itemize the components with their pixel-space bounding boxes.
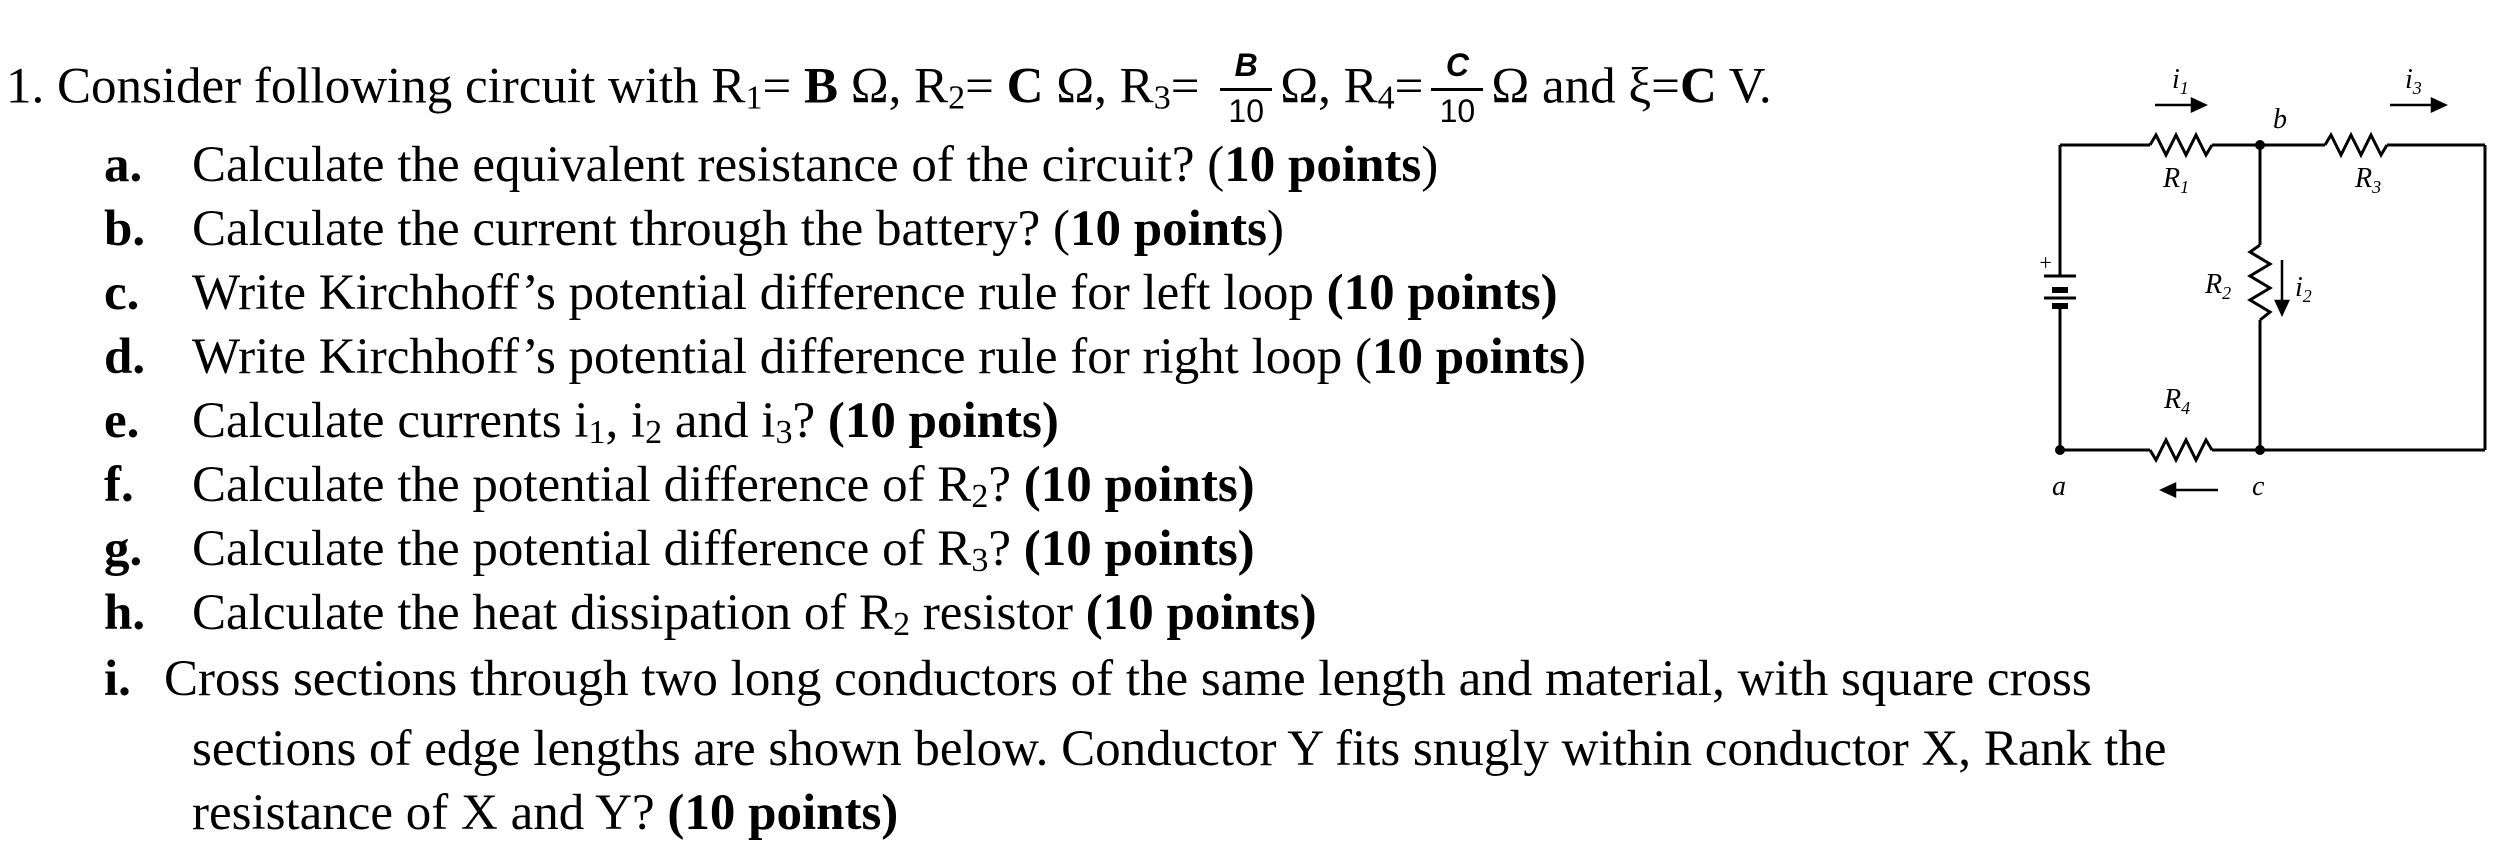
battery	[2044, 276, 2076, 306]
label-i3: $i_3$	[2405, 64, 2422, 98]
label-r1: $R_1$	[2163, 163, 2190, 197]
item-b: b. Calculate the current through the battery? (10 points)	[104, 201, 1284, 257]
circuit-wires	[2060, 135, 2485, 460]
item-i-line2: sections of edge lengths are shown below. Conductor Y fits snugly within conductor X, Rank the	[192, 721, 2167, 777]
r3-fraction: $\frac{B}{10}$	[1216, 47, 1276, 127]
resistor-r4	[2150, 440, 2212, 460]
label-i2: $i_2$	[2295, 272, 2312, 306]
emf-value: C	[1679, 58, 1717, 115]
label-r2: $R_2$	[2205, 269, 2232, 303]
label-c: c	[2252, 471, 2265, 502]
circuit-diagram	[2020, 40, 2500, 510]
r1-value: B	[803, 58, 838, 115]
item-g: g. Calculate the potential difference of R3? (10 points)	[104, 521, 1255, 579]
label-a: a	[2052, 471, 2066, 502]
item-h: h. Calculate the heat dissipation of R2 resistor (10 points)	[104, 585, 1317, 643]
item-c: c. Write Kirchhoff’s potential difference rule for left loop (10 points)	[104, 265, 1558, 321]
label-r4: $R_4$	[2164, 384, 2191, 418]
r2-value: C	[1006, 58, 1044, 115]
junctions	[2055, 140, 2265, 455]
question-header: 1. Consider following circuit with R1= B Ω, R2= C Ω, R3= $\frac{B}{10}$ Ω, R4= $\frac{C}{10}$ Ω and ξ=C V.	[6, 47, 1772, 129]
label-b: b	[2273, 104, 2287, 135]
resistor-r1	[2150, 135, 2212, 155]
resistor-r2	[2250, 245, 2270, 320]
item-f: f. Calculate the potential difference of R2? (10 points)	[104, 457, 1255, 515]
r4-fraction: $\frac{C}{10}$	[1427, 47, 1487, 127]
item-d: d. Write Kirchhoff’s potential difference rule for right loop (10 points)	[104, 329, 1586, 385]
question-intro: Consider following circuit with R	[57, 58, 746, 115]
item-a: a. Calculate the equivalent resistance of the circuit? (10 points)	[104, 137, 1439, 193]
label-r3: $R_3$	[2355, 163, 2382, 197]
item-e: e. Calculate currents i1, i2 and i3? (10 points)	[104, 393, 1059, 451]
label-plus: +	[2038, 250, 2053, 275]
resistor-r3	[2325, 135, 2387, 155]
item-i-line3: resistance of X and Y? (10 points)	[192, 785, 899, 841]
question-number: 1.	[6, 58, 45, 115]
circuit-labels	[2038, 64, 2422, 502]
item-i: i. Cross sections through two long conductors of the same length and material, with square cross	[104, 651, 2092, 707]
label-i1: $i_1$	[2172, 64, 2189, 98]
